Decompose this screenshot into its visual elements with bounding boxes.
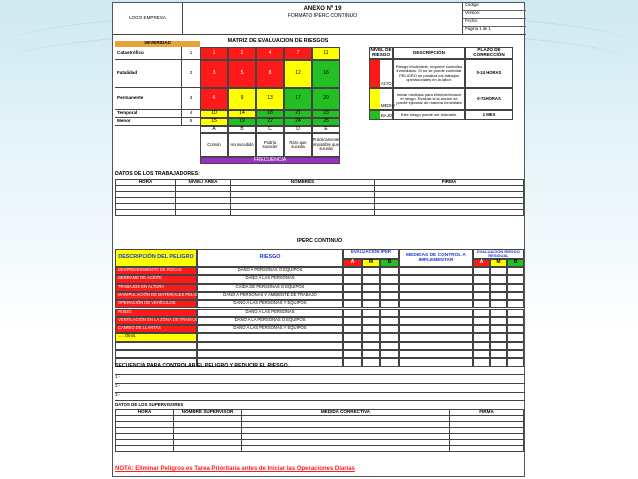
desc-header: DESCRIPCIÓN (393, 47, 465, 59)
input-cell[interactable] (507, 333, 524, 341)
col-hora: HORA (116, 180, 176, 186)
input-cell[interactable] (490, 317, 507, 325)
input-cell[interactable] (399, 292, 473, 300)
input-cell[interactable] (116, 446, 174, 452)
level-swatch (370, 60, 380, 87)
level-bajo (369, 110, 393, 120)
matrix-cell: 19 (228, 118, 256, 126)
input-cell[interactable] (399, 300, 473, 308)
input-cell[interactable] (380, 300, 399, 308)
input-cell[interactable] (507, 284, 524, 292)
matrix-cell: 13 (256, 88, 284, 110)
input-cell[interactable] (490, 284, 507, 292)
matrix-cell: 3 (200, 60, 228, 88)
footer-note: NOTA: Eliminar Peligros es Tarea Prioritaria antes de Iniciar las Operaciones Diarias (115, 466, 355, 472)
input-cell[interactable] (362, 275, 380, 283)
peligro-cell: TRABAJOS EN ALTURA (115, 284, 197, 292)
col-nivel: NIVEL/ AREA (176, 180, 231, 186)
input-cell[interactable] (473, 275, 490, 283)
input-cell[interactable] (362, 292, 380, 300)
probability-label: Raro que suceda (284, 133, 312, 157)
input-cell[interactable] (450, 446, 524, 452)
input-cell[interactable] (473, 325, 490, 333)
level-alto (369, 59, 393, 88)
input-cell[interactable] (473, 342, 490, 350)
input-cell[interactable] (380, 333, 399, 341)
matrix-cell: 14 (228, 110, 256, 118)
severity-row: Menor 5 (115, 118, 200, 126)
input-cell[interactable] (490, 358, 507, 366)
iperc-title: IPERC CONTINUO (297, 238, 342, 244)
input-cell[interactable] (473, 267, 490, 275)
input-cell[interactable] (343, 300, 362, 308)
input-cell[interactable] (343, 342, 362, 350)
input-cell[interactable] (362, 342, 380, 350)
residual-header: EVALUACIÓN RIESGO RESIDUAL (473, 249, 524, 259)
form-header (183, 3, 463, 35)
riesgo-cell (197, 333, 343, 341)
input-cell[interactable] (362, 284, 380, 292)
input-cell[interactable] (490, 325, 507, 333)
peligro-cell: ..... Otros. (115, 333, 197, 341)
input-cell[interactable] (343, 267, 362, 275)
workers-title: DATOS DE LOS TRABAJADORES: (115, 171, 200, 177)
matrix-cell: 7 (284, 47, 312, 60)
col-hora: HORA (116, 410, 174, 416)
residual-m: M (490, 259, 507, 267)
meta-code: Código: (463, 3, 526, 11)
input-cell[interactable] (242, 446, 450, 452)
supervisors-title: DATOS DE LOS SUPERVISORES (115, 402, 184, 407)
peligro-cell: DESPRENDIMIENTO DE ROCAS (115, 267, 197, 275)
riesgo-cell: DAÑO A PERSONAS Y AMBIENTE DE TRABAJO (197, 292, 343, 300)
col-firma: FIRMA (450, 410, 524, 416)
input-cell[interactable] (473, 309, 490, 317)
eval-m: M (362, 259, 380, 267)
peligro-cell: VENTILACIÓN EN LA ZONA DE TRABAJO (115, 317, 197, 325)
input-cell[interactable] (473, 284, 490, 292)
level-description: Iniciar medidas para eliminar/reducir el riesgo. Evaluar si la acción se puede ejecutar de manera inmediata (393, 88, 465, 110)
riesgo-cell: DAÑO A LAS PERSONAS (197, 275, 343, 283)
input-cell[interactable] (380, 292, 399, 300)
input-cell[interactable] (362, 358, 380, 366)
severity-row: Catastrófico 1 (115, 47, 200, 60)
form-title: ANEXO Nº 19 (303, 6, 342, 12)
matrix-cell: 22 (256, 118, 284, 126)
probability-label: Prácticamente imposible que suceda (312, 133, 340, 157)
input-cell[interactable] (362, 309, 380, 317)
input-cell[interactable] (362, 317, 380, 325)
input-cell[interactable] (380, 317, 399, 325)
probability-label: Ha sucedido (228, 133, 256, 157)
input-cell[interactable] (174, 446, 242, 452)
col-firma: FIRMA (375, 180, 524, 186)
input-cell[interactable] (231, 210, 375, 216)
eval-b: B (380, 259, 399, 267)
input-cell[interactable] (343, 275, 362, 283)
input-cell[interactable] (473, 350, 490, 358)
logo-label: LOGO EMPRESA (128, 15, 166, 21)
level-header: NIVEL DE RIESGO (369, 47, 393, 59)
riesgo-header: RIESGO (197, 249, 343, 267)
probability-label: Podría suceder (256, 133, 284, 157)
col-nombres: NOMBRES (231, 180, 375, 186)
input-cell[interactable] (473, 333, 490, 341)
matrix-letter: D (284, 126, 312, 133)
input-cell[interactable] (343, 309, 362, 317)
matrix-cell: 1 (200, 47, 228, 60)
workers-table (115, 179, 524, 216)
input-cell[interactable] (380, 275, 399, 283)
input-cell[interactable] (473, 317, 490, 325)
input-cell[interactable] (343, 292, 362, 300)
logo-box (113, 3, 183, 35)
level-medio (369, 88, 393, 110)
eval-a: A (343, 259, 362, 267)
input-cell[interactable] (399, 325, 473, 333)
level-swatch (370, 111, 380, 119)
peligro-cell: MANIPULACIÓN DE MATERIALES PELIGROSOS (115, 292, 197, 300)
input-cell[interactable] (362, 300, 380, 308)
riesgo-cell: CAÍDA DE PERSONAS O EQUIPOS (197, 284, 343, 292)
matrix-cell: 16 (312, 60, 340, 88)
input-cell[interactable] (115, 342, 197, 350)
input-cell[interactable] (380, 358, 399, 366)
input-cell[interactable] (490, 350, 507, 358)
frequency-label: FRECUENCIA (200, 157, 340, 164)
input-cell[interactable] (380, 342, 399, 350)
input-cell[interactable] (507, 300, 524, 308)
level-plazo: 0-24 HORAS (465, 59, 513, 88)
matrix-cell: 17 (284, 88, 312, 110)
sequence-line[interactable]: 3.- (115, 392, 524, 401)
matrix-cell: 5 (228, 60, 256, 88)
input-cell[interactable] (399, 358, 473, 366)
peligro-header: DESCRIPCIÓN DEL PELIGRO (115, 249, 197, 267)
input-cell[interactable] (375, 210, 524, 216)
input-cell[interactable] (399, 342, 473, 350)
form-meta (463, 3, 526, 35)
input-cell[interactable] (399, 267, 473, 275)
matrix-cell: 12 (284, 60, 312, 88)
input-cell[interactable] (380, 325, 399, 333)
input-cell[interactable] (362, 350, 380, 358)
residual-a: A (473, 259, 490, 267)
form-subtitle: FORMATO IPERC CONTINUO (287, 13, 358, 20)
riesgo-cell: DAÑO A LAS PERSONAS Y EQUIPOS (197, 300, 343, 308)
input-cell[interactable] (380, 267, 399, 275)
severity-row: Temporal 4 (115, 110, 200, 118)
input-cell[interactable] (490, 333, 507, 341)
level-description: Este riesgo puede ser tolerable. (393, 110, 465, 120)
input-cell[interactable] (343, 358, 362, 366)
riesgo-cell: DAÑO A LA PERSONAS O EQUIPOS (197, 317, 343, 325)
table-row (116, 446, 524, 452)
matrix-cell: 24 (284, 118, 312, 126)
input-cell[interactable] (399, 350, 473, 358)
input-cell[interactable] (362, 325, 380, 333)
severity-row: Permanente 3 (115, 88, 200, 110)
input-cell[interactable] (507, 350, 524, 358)
input-cell[interactable] (490, 267, 507, 275)
matrix-letter: A (200, 126, 228, 133)
input-cell[interactable] (343, 284, 362, 292)
matrix-cell: 11 (312, 47, 340, 60)
matrix-cell: 2 (228, 47, 256, 60)
col-medida: MEDIDA CORRECTIVA (242, 410, 450, 416)
input-cell[interactable] (507, 292, 524, 300)
matrix-title: MATRIZ DE EVALUACION DE RIESGOS (227, 38, 329, 44)
input-cell[interactable] (490, 300, 507, 308)
input-cell[interactable] (399, 275, 473, 283)
input-cell[interactable] (197, 350, 343, 358)
input-cell[interactable] (343, 325, 362, 333)
input-cell[interactable] (490, 309, 507, 317)
input-cell[interactable] (343, 333, 362, 341)
medidas-header: MEDIDAS DE CONTROL A IMPLEMENTAR (399, 249, 473, 267)
peligro-cell: DERRAME DE ACEITE (115, 275, 197, 283)
severity-row: Fatalidad 2 (115, 60, 200, 88)
input-cell[interactable] (473, 292, 490, 300)
level-swatch (370, 89, 380, 109)
input-cell[interactable] (362, 333, 380, 341)
table-row (116, 210, 524, 216)
input-cell[interactable] (399, 317, 473, 325)
input-cell[interactable] (115, 350, 197, 358)
peligro-cell: CAMBIO DE LLANTAS (115, 325, 197, 333)
input-cell[interactable] (507, 267, 524, 275)
input-cell[interactable] (490, 275, 507, 283)
riesgo-cell: DAÑO A LAS PERSONAS (197, 309, 343, 317)
input-cell[interactable] (197, 342, 343, 350)
level-label: MEDIO (381, 102, 395, 108)
input-cell[interactable] (507, 358, 524, 366)
input-cell[interactable] (507, 317, 524, 325)
matrix-letter: B (228, 126, 256, 133)
level-label: BAJO (381, 112, 392, 118)
level-plazo: 0-72HORAS (465, 88, 513, 110)
sequence-line[interactable]: 2.- (115, 383, 524, 392)
matrix-letter: E (312, 126, 340, 133)
input-cell[interactable] (490, 292, 507, 300)
meta-page: Página 1 de 1 (465, 26, 491, 31)
input-cell[interactable] (473, 358, 490, 366)
input-cell[interactable] (490, 342, 507, 350)
input-cell[interactable] (507, 309, 524, 317)
matrix-cell: 4 (256, 47, 284, 60)
peligro-cell: OPERACIÓN DE VEHÍCULOS (115, 300, 197, 308)
peligro-cell: RUIDO (115, 309, 197, 317)
input-cell[interactable] (399, 284, 473, 292)
input-cell[interactable] (399, 333, 473, 341)
input-cell[interactable] (507, 342, 524, 350)
matrix-cell: 15 (200, 118, 228, 126)
level-description: Riesgo intolerable, requiere controles inmediatos. Si no se puede controlar PELIGRO se paraliza los trabajos operacionales en la labor. (393, 59, 465, 88)
input-cell[interactable] (380, 350, 399, 358)
input-cell[interactable] (362, 267, 380, 275)
matrix-cell: 21 (284, 110, 312, 118)
iperc-form (112, 2, 525, 477)
matrix-letter: C (256, 126, 284, 133)
input-cell[interactable] (116, 210, 176, 216)
matrix-cell: 10 (200, 110, 228, 118)
matrix-cell: 20 (312, 88, 340, 110)
matrix-cell: 25 (312, 118, 340, 126)
eval-header: EVALUACIÓN IPER (343, 249, 399, 259)
input-cell[interactable] (343, 317, 362, 325)
level-label: ALTO (381, 80, 392, 86)
input-cell[interactable] (343, 350, 362, 358)
residual-b: B (507, 259, 524, 267)
matrix-cell: 9 (228, 88, 256, 110)
probability-label: Común (200, 133, 228, 157)
matrix-cell: 18 (256, 110, 284, 118)
col-supervisor: NOMBRE SUPERVISOR (174, 410, 242, 416)
riesgo-cell: DAÑO A PERSONAS O EQUIPOS (197, 267, 343, 275)
matrix-cell: 8 (256, 60, 284, 88)
input-cell[interactable] (507, 325, 524, 333)
matrix-cell: 23 (312, 110, 340, 118)
meta-date: Fecha: (463, 19, 526, 27)
riesgo-cell: DAÑO A LAS PERSONAS Y EQUIPOS (197, 325, 343, 333)
meta-version: Versión: (463, 11, 526, 19)
input-cell[interactable] (473, 300, 490, 308)
input-cell[interactable] (380, 309, 399, 317)
input-cell[interactable] (507, 275, 524, 283)
input-cell[interactable] (176, 210, 231, 216)
severity-header: SEVERIDAD (115, 41, 200, 47)
sequence-line[interactable]: 1.- (115, 374, 524, 383)
input-cell[interactable] (380, 284, 399, 292)
input-cell[interactable] (399, 309, 473, 317)
level-plazo: 1 MES (465, 110, 513, 120)
sequence-title: SECUENCIA PARA CONTROLAR EL PELIGRO Y REDUCIR EL RIESGO. (115, 363, 290, 369)
supervisors-table (115, 409, 524, 452)
plazo-header: PLAZO DE CORRECCIÓN (465, 47, 513, 59)
matrix-cell: 6 (200, 88, 228, 110)
